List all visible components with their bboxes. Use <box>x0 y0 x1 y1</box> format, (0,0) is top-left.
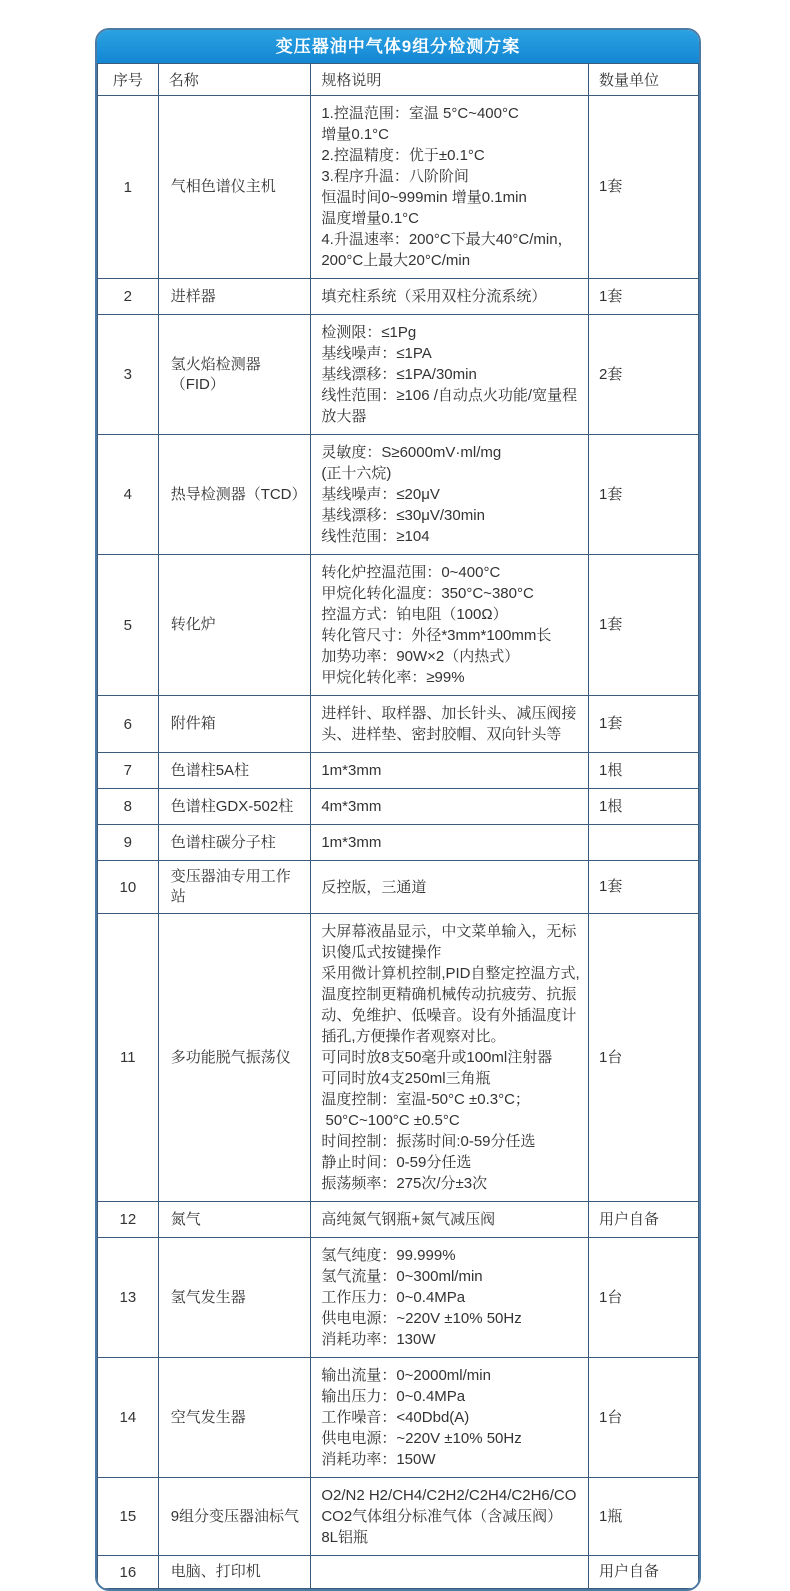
column-header-spec: 规格说明 <box>311 64 589 96</box>
spec-cell <box>311 279 589 315</box>
spec-line: 50°C~100°C ±0.5°C <box>321 1112 460 1129</box>
spec-line: 消耗功率：130W <box>321 1331 436 1348</box>
spec-line: 4.升温速率：200°C下最大40°C/min， <box>321 231 573 248</box>
spec-line: 温度增量0.1°C <box>321 210 420 227</box>
spec-line: 基线漂移：≤30μV/30min <box>321 507 485 524</box>
table-row <box>98 315 699 435</box>
spec-line: 8L铝瓶 <box>321 1529 369 1546</box>
spec-line: 时间控制：振荡时间:0-59分任选 <box>321 1133 536 1150</box>
row-number-cell: 14 <box>98 1358 159 1478</box>
spec-line: 温度控制：室温-50°C ±0.3°C； <box>321 1091 530 1108</box>
quantity-cell: 1台 <box>589 914 699 1202</box>
quantity-cell <box>589 825 699 861</box>
item-name-cell: 色谱柱碳分子柱 <box>158 825 311 861</box>
row-number-cell: 10 <box>98 861 159 914</box>
row-number-cell: 7 <box>98 753 159 789</box>
item-name-cell: 多功能脱气振荡仪 <box>158 914 311 1202</box>
spec-table-card <box>95 28 701 1591</box>
item-name-cell: 氢火焰检测器（FID） <box>158 315 311 435</box>
spec-cell <box>311 1478 589 1556</box>
spec-line: 采用微计算机控制,PID自整定控温方式,温度控制更精确机械传动抗疲劳、抗振动、免维护、低噪音。设有外插温度计插孔,方便操作者观察对比。 <box>321 965 580 1045</box>
quantity-cell: 1瓶 <box>589 1478 699 1556</box>
spec-line: 静止时间：0-59分任选 <box>321 1154 472 1171</box>
spec-cell <box>311 1238 589 1358</box>
quantity-cell: 1套 <box>589 555 699 696</box>
spec-cell <box>311 435 589 555</box>
spec-cell <box>311 789 589 825</box>
spec-line: 供电电源：~220V ±10% 50Hz <box>321 1430 522 1447</box>
spec-line: 大屏幕液晶显示，中文菜单输入，无标识傻瓜式按键操作 <box>321 923 577 961</box>
spec-line: 供电电源：~220V ±10% 50Hz <box>321 1310 522 1327</box>
item-name-cell: 氮气 <box>158 1202 311 1238</box>
spec-line: 基线噪声：≤1PA <box>321 345 432 362</box>
quantity-cell: 1根 <box>589 789 699 825</box>
quantity-cell: 1套 <box>589 861 699 914</box>
spec-cell <box>311 861 589 914</box>
row-number-cell: 15 <box>98 1478 159 1556</box>
quantity-cell: 1根 <box>589 753 699 789</box>
spec-line: 检测限：≤1Pg <box>321 324 417 341</box>
quantity-cell: 1套 <box>589 435 699 555</box>
spec-line: 线性范围：≥104 <box>321 528 430 545</box>
item-name-cell: 氢气发生器 <box>158 1238 311 1358</box>
spec-line: 振荡频率：275次/分±3次 <box>321 1175 488 1192</box>
spec-line: 恒温时间0~999min 增量0.1min <box>321 189 527 206</box>
spec-line: 高纯氮气钢瓶+氮气减压阀 <box>321 1211 496 1228</box>
item-name-cell: 进样器 <box>158 279 311 315</box>
quantity-cell: 用户自备 <box>589 1202 699 1238</box>
row-number-cell: 13 <box>98 1238 159 1358</box>
spec-line: 线性范围：≥106 /自动点火功能/宽量程放大器 <box>321 387 578 425</box>
spec-line: 增量0.1°C <box>321 126 390 143</box>
spec-cell <box>311 696 589 753</box>
spec-cell <box>311 1358 589 1478</box>
table-row <box>98 279 699 315</box>
table-row <box>98 825 699 861</box>
spec-line: 2.控温精度：优于±0.1°C <box>321 147 485 164</box>
spec-line: 4m*3mm <box>321 798 382 815</box>
spec-cell <box>311 1556 589 1589</box>
spec-line: 基线噪声：≤20μV <box>321 486 440 503</box>
spec-line: 消耗功率：150W <box>321 1451 436 1468</box>
quantity-cell: 用户自备 <box>589 1556 699 1589</box>
table-row <box>98 789 699 825</box>
table-row <box>98 1478 699 1556</box>
spec-cell <box>311 825 589 861</box>
quantity-cell: 1套 <box>589 696 699 753</box>
row-number-cell: 12 <box>98 1202 159 1238</box>
row-number-cell: 16 <box>98 1556 159 1589</box>
spec-line: 灵敏度：S≥6000mV·ml/mg <box>321 444 502 461</box>
item-name-cell: 9组分变压器油标气 <box>158 1478 311 1556</box>
spec-line: 进样针、取样器、加长针头、减压阀接头、进样垫、密封胶帽、双向针头等 <box>321 705 577 743</box>
row-number-cell: 6 <box>98 696 159 753</box>
row-number-cell: 1 <box>98 96 159 279</box>
spec-line: 可同时放4支250ml三角瓶 <box>321 1070 491 1087</box>
spec-line: 甲烷化转化率：≥99% <box>321 669 465 686</box>
row-number-cell: 5 <box>98 555 159 696</box>
row-number-cell: 2 <box>98 279 159 315</box>
column-header-name: 名称 <box>158 64 311 96</box>
quantity-cell: 1台 <box>589 1238 699 1358</box>
quantity-cell: 1套 <box>589 96 699 279</box>
table-row <box>98 753 699 789</box>
table-row <box>98 96 699 279</box>
spec-line: 加势功率：90W×2（内热式） <box>321 648 520 665</box>
spec-line: 转化管尺寸：外径*3mm*100mm长 <box>321 627 552 644</box>
item-name-cell: 变压器油专用工作站 <box>158 861 311 914</box>
spec-line: 1m*3mm <box>321 834 382 851</box>
column-header-no: 序号 <box>98 64 159 96</box>
item-name-cell: 热导检测器（TCD） <box>158 435 311 555</box>
row-number-cell: 4 <box>98 435 159 555</box>
spec-line: 可同时放8支50毫升或100ml注射器 <box>321 1049 553 1066</box>
row-number-cell: 3 <box>98 315 159 435</box>
spec-cell <box>311 1202 589 1238</box>
spec-line: 反控版，三通道 <box>321 878 427 896</box>
item-name-cell: 转化炉 <box>158 555 311 696</box>
table-row <box>98 1238 699 1358</box>
table-header-row <box>98 64 699 96</box>
spec-table <box>97 63 699 1589</box>
spec-line: 氢气纯度：99.999% <box>321 1247 456 1264</box>
spec-line: 3.程序升温：八阶阶间 <box>321 168 469 185</box>
spec-line: 控温方式：铂电阻（100Ω） <box>321 606 508 623</box>
spec-line: 氢气流量：0~300ml/min <box>321 1268 483 1285</box>
spec-line: 甲烷化转化温度：350°C~380°C <box>321 585 534 602</box>
item-name-cell: 气相色谱仪主机 <box>158 96 311 279</box>
spec-line: O2/N2 H2/CH4/C2H2/C2H4/C2H6/CO <box>321 1487 577 1504</box>
spec-line: CO2气体组分标准气体（含减压阀） <box>321 1508 563 1525</box>
spec-line: 转化炉控温范围：0~400°C <box>321 564 501 581</box>
spec-cell <box>311 753 589 789</box>
item-name-cell: 空气发生器 <box>158 1358 311 1478</box>
spec-line: 1m*3mm <box>321 762 382 779</box>
table-row <box>98 1202 699 1238</box>
item-name-cell: 电脑、打印机 <box>158 1556 311 1589</box>
spec-line: 1.控温范围：室温 5°C~400°C <box>321 105 519 122</box>
table-row <box>98 861 699 914</box>
quantity-cell: 1台 <box>589 1358 699 1478</box>
table-row <box>98 1556 699 1589</box>
spec-line: 200°C上最大20°C/min <box>321 252 471 269</box>
spec-line: (正十六烷) <box>321 465 392 482</box>
spec-line: 输出压力：0~0.4MPa <box>321 1388 466 1405</box>
spec-line: 填充柱系统（采用双柱分流系统） <box>321 288 547 305</box>
spec-line: 基线漂移：≤1PA/30min <box>321 366 477 383</box>
spec-line: 工作压力：0~0.4MPa <box>321 1289 466 1306</box>
spec-cell <box>311 96 589 279</box>
spec-cell <box>311 555 589 696</box>
row-number-cell: 9 <box>98 825 159 861</box>
table-row <box>98 555 699 696</box>
item-name-cell: 附件箱 <box>158 696 311 753</box>
table-row <box>98 1358 699 1478</box>
quantity-cell: 2套 <box>589 315 699 435</box>
spec-cell <box>311 914 589 1202</box>
spec-line: 输出流量：0~2000ml/min <box>321 1367 491 1384</box>
spec-line: 工作噪音：<40Dbd(A) <box>321 1409 470 1426</box>
row-number-cell: 11 <box>98 914 159 1202</box>
table-title: 变压器油中气体9组分检测方案 <box>97 30 699 63</box>
table-row <box>98 914 699 1202</box>
quantity-cell: 1套 <box>589 279 699 315</box>
table-row <box>98 696 699 753</box>
row-number-cell: 8 <box>98 789 159 825</box>
table-row <box>98 435 699 555</box>
spec-cell <box>311 315 589 435</box>
item-name-cell: 色谱柱5A柱 <box>158 753 311 789</box>
column-header-qty: 数量单位 <box>589 64 699 96</box>
item-name-cell: 色谱柱GDX-502柱 <box>158 789 311 825</box>
